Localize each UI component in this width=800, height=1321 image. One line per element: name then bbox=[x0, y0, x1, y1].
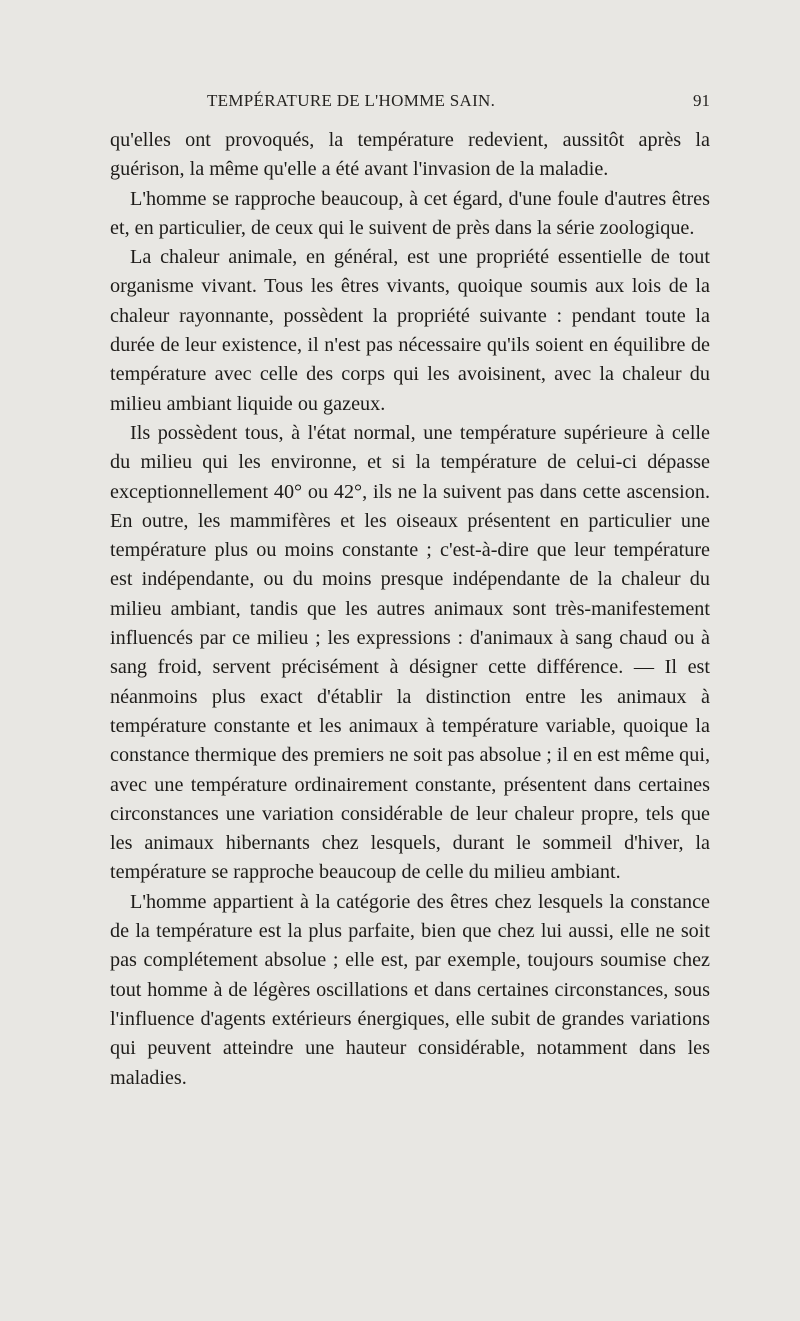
paragraph: Ils possèdent tous, à l'état normal, une température supérieure à celle du milieu qui les environne, et si la température de celui-ci dépasse exceptionnellement 40° ou 42°, ils ne la suivent pas dans cette ascension. En outre, les mammifères et les oiseaux présentent en particulier une température plus ou moins constante ; c'est-à-dire que leur température est indépendante, ou du moins presque indépendante de la chaleur du milieu ambiant, tandis que les autres animaux sont très-manifestement influencés par ce milieu ; les expressions : d'animaux à sang chaud ou à sang froid, servent précisément à désigner cette différence. — Il est néanmoins plus exact d'établir la distinction entre les animaux à température constante et les animaux à température variable, quoique la constance thermique des premiers ne soit pas absolue ; il en est même qui, avec une température ordinairement constante, présentent dans certaines circonstances une variation considérable de leur chaleur propre, tels que les animaux hibernants chez lesquels, durant le sommeil d'hiver, la température se rapproche beaucoup de celle du milieu ambiant. bbox=[110, 421, 710, 884]
running-head bbox=[110, 91, 710, 121]
page-number: 91 bbox=[693, 91, 710, 110]
paragraph: La chaleur animale, en général, est une propriété essentielle de tout organisme vivant. Tous les êtres vivants, quoique soumis aux lois de la chaleur rayonnante, possèdent la propriété suivante : pendant toute la durée de leur existence, il n'est pas nécessaire qu'ils soient en équilibre de température avec celle des corps qui les avoisinent, avec la chaleur du milieu ambiant liquide ou gazeux. bbox=[110, 246, 710, 415]
paragraph: L'homme se rapproche beaucoup, à cet égard, d'une foule d'autres êtres et, en particulier, de ceux qui le suivent de près dans la série zoologique. bbox=[110, 187, 710, 239]
paragraph: qu'elles ont provoqués, la température redevient, aussitôt après la guérison, la même qu'elle a été avant l'invasion de la maladie. bbox=[110, 129, 710, 181]
body-text bbox=[110, 126, 710, 1093]
running-title: TEMPÉRATURE DE L'HOMME SAIN. bbox=[207, 91, 496, 110]
paragraph: L'homme appartient à la catégorie des êtres chez lesquels la constance de la température est la plus parfaite, bien que chez lui aussi, elle ne soit pas complétement absolue ; elle est, par exemple, toujours soumise chez tout homme à de légères oscillations et dans certaines circonstances, sous l'influence d'agents extérieurs énergiques, elle subit de grandes variations qui peuvent atteindre une hauteur considérable, notamment dans les maladies. bbox=[110, 890, 710, 1089]
